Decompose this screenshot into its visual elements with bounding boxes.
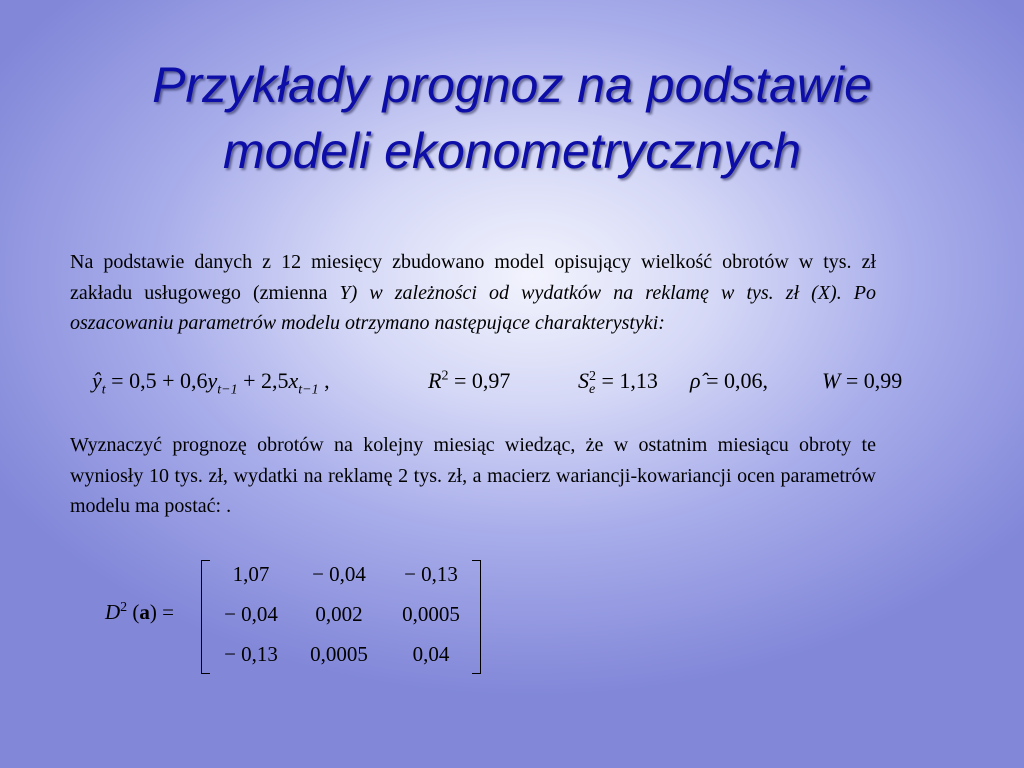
- r2-var: R: [428, 368, 442, 393]
- r-squared: [428, 368, 510, 394]
- se2-value: = 1,13: [596, 368, 658, 393]
- matrix-cell: 0,04: [412, 642, 450, 666]
- problem-description: [70, 247, 876, 339]
- covariance-matrix: [105, 558, 505, 674]
- autocorrelation: [690, 368, 768, 394]
- w-var: W: [822, 368, 841, 393]
- se2-sub: e: [589, 381, 596, 397]
- residual-variance: [578, 368, 658, 396]
- matrix-label-close: ) =: [149, 600, 175, 624]
- matrix-label-sup: 2: [120, 600, 128, 615]
- title-line-2: modeli ekonometrycznych: [222, 123, 802, 179]
- matrix-cell: 0,0005: [402, 602, 460, 626]
- rho-var: ρ̂: [690, 368, 701, 393]
- matrix-cell: 0,0005: [310, 642, 368, 666]
- r2-value: = 0,97: [448, 368, 511, 393]
- model-sub-1: t−1: [217, 382, 238, 398]
- model-sub-2: t−1: [298, 382, 319, 398]
- title-line-1: Przykłady prognoz na podstawie: [152, 57, 872, 113]
- model-lhs-sub: t: [101, 382, 106, 398]
- matrix-cell: − 0,04: [312, 562, 366, 586]
- matrix-cell: − 0,13: [404, 562, 458, 586]
- matrix-cell: 0,002: [315, 602, 363, 626]
- model-lhs-var: ŷ: [92, 368, 102, 393]
- se2-var: S: [578, 368, 589, 393]
- model-tail: ,: [318, 368, 330, 393]
- matrix-label-var: D: [105, 600, 121, 624]
- task-statement: Wyznaczyć prognozę obrotów na kolejny miesiąc wiedząc, że w ostatnim miesiącu obroty te wyniosły 10 tys. zł, wydatki na reklamę 2 tys. zł, a macierz wariancji-kowariancji ocen parametrów modelu ma postać: .: [70, 434, 876, 517]
- model-var-x: x: [288, 368, 299, 393]
- model-rhs-a: = 0,5 + 0,6: [105, 368, 208, 393]
- matrix-label: [105, 600, 174, 625]
- model-rhs-b: + 2,5: [237, 368, 289, 393]
- matrix-label-bold: a: [139, 600, 150, 624]
- slide-title: [40, 52, 984, 184]
- model-equation: [92, 368, 330, 398]
- model-var-y: y: [207, 368, 218, 393]
- matrix-cell: − 0,13: [224, 642, 278, 666]
- matrix-label-open: (: [127, 600, 140, 624]
- problem-text-italic: Y) w zależności od wydatków na reklamę w tys. zł (X). Po oszacowaniu parametrów modelu otrzymano następujące charakterystyki:: [70, 281, 876, 334]
- matrix-cell: 1,07: [232, 562, 270, 586]
- r2-sup: 2: [441, 368, 449, 384]
- w-coefficient: [822, 368, 902, 394]
- problem-text-plain: Na podstawie danych z 12 miesięcy zbudowano model opisujący wielkość obrotów w tys. zł zakładu usługowego (zmienna: [70, 251, 876, 304]
- se2-sup: 2: [589, 368, 596, 384]
- w-value: = 0,99: [840, 368, 903, 393]
- model-characteristics: [92, 368, 952, 408]
- matrix-cell: − 0,04: [224, 602, 278, 626]
- rho-value: = 0,06,: [700, 368, 768, 393]
